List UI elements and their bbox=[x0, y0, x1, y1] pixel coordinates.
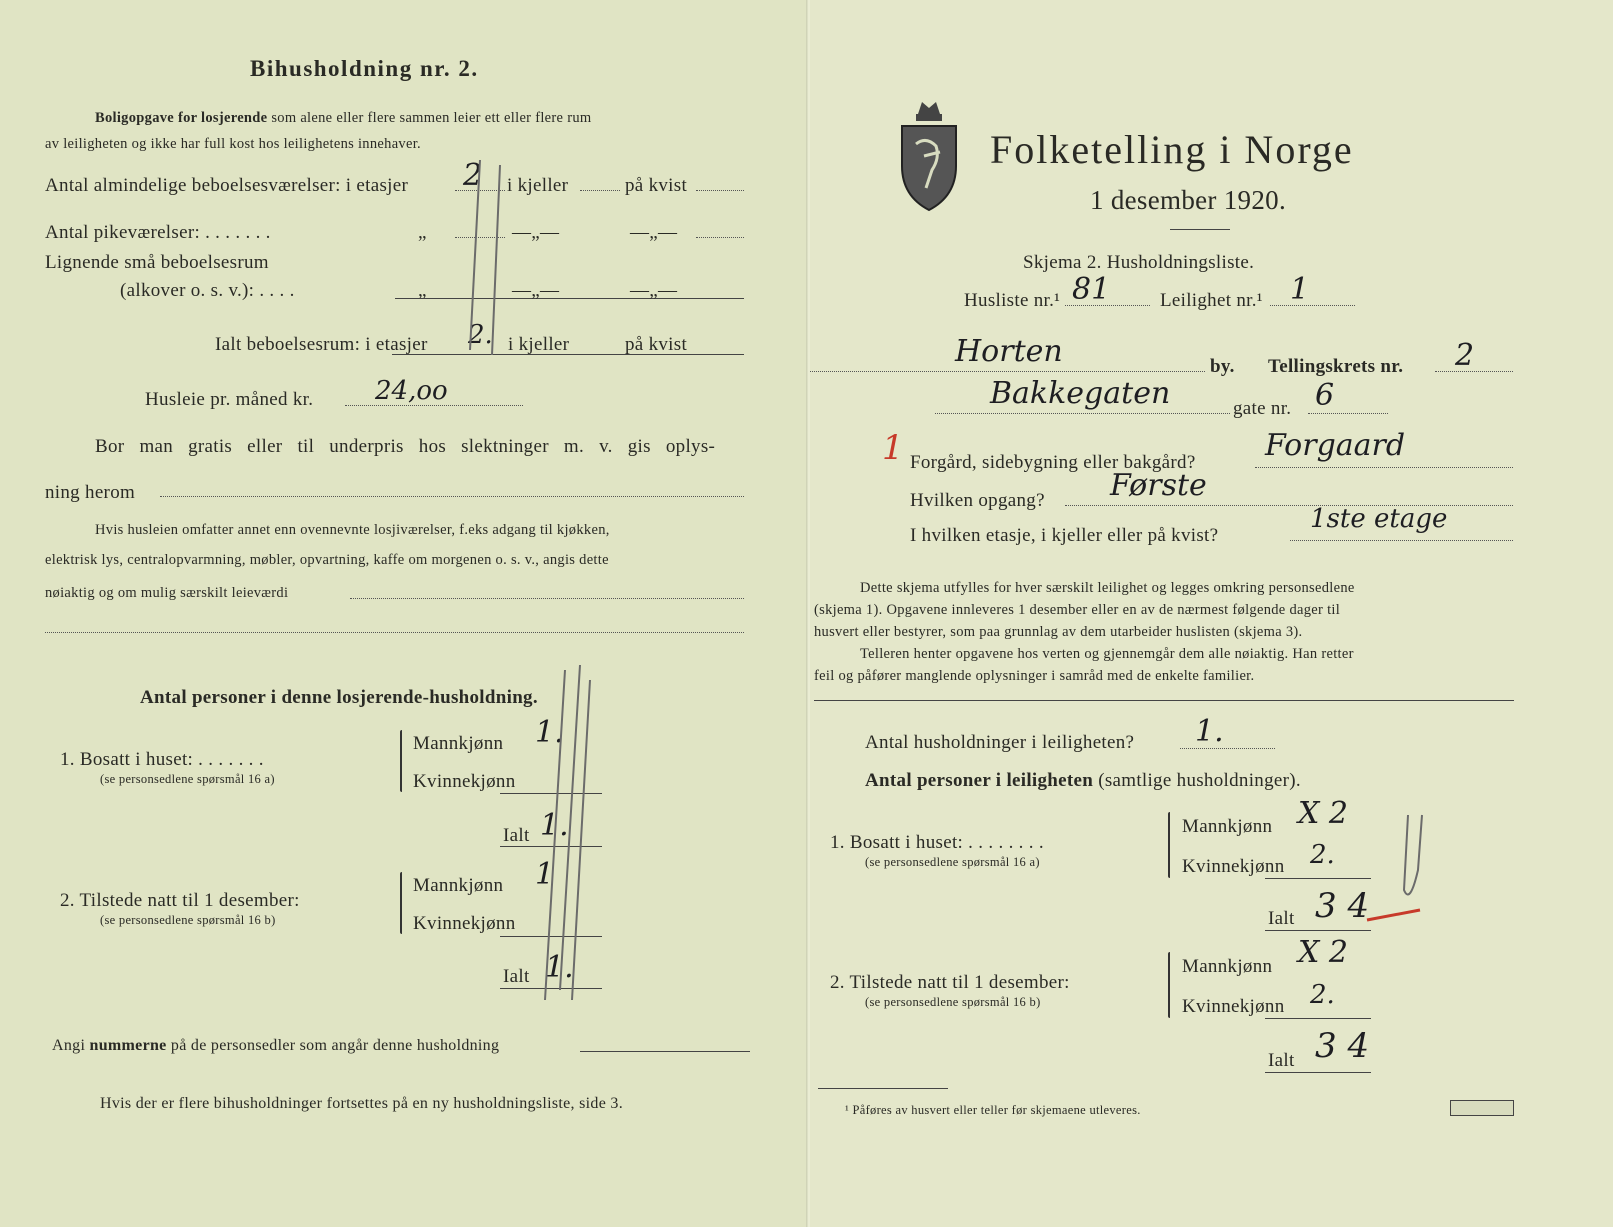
rooms-value: 2 bbox=[463, 158, 483, 193]
pencil-tally-mark bbox=[520, 660, 610, 1010]
q1-ialt-value-right: 3 4 bbox=[1315, 886, 1370, 926]
q1-sub-right: (se personsedlene spørsmål 16 a) bbox=[865, 855, 1040, 869]
q2-label-right: 2. Tilstede natt til 1 desember: bbox=[830, 972, 1070, 993]
red-pencil-mark bbox=[1365, 905, 1425, 925]
kvinne-label: Kvinnekjønn bbox=[413, 771, 516, 792]
hvis-text: Hvis husleien omfatter annet enn ovennevnte losjiværelser, f.eks adgang til kjøkken, bbox=[95, 522, 610, 538]
kvist-label: på kvist bbox=[625, 175, 688, 196]
q1-label-right: 1. Bosatt i huset: . . . . . . . . bbox=[830, 832, 1044, 853]
ditto-mark: —„— bbox=[512, 222, 560, 243]
lignende-label: Lignende små beboelsesrum bbox=[45, 252, 269, 273]
pencil-check-mark bbox=[1400, 810, 1430, 910]
q2-mann-value: 1 bbox=[535, 857, 555, 892]
ialt-rooms-label: Ialt beboelsesrum: i etasjer bbox=[215, 334, 428, 355]
pencil-tally-mark bbox=[440, 150, 540, 360]
norway-coat-of-arms-icon bbox=[896, 96, 962, 216]
ialt-label: Ialt bbox=[1268, 1050, 1295, 1071]
q2-kvinne-value-right: 2. bbox=[1310, 980, 1335, 1010]
intro-text-line2: av leiligheten og ikke har full kost hos leilighetens innehaver. bbox=[45, 136, 421, 152]
form-date: 1 desember 1920. bbox=[1090, 185, 1287, 215]
husleie-label: Husleie pr. måned kr. bbox=[145, 389, 314, 410]
hush-label: Antal husholdninger i leiligheten? bbox=[865, 732, 1135, 753]
q2-label: 2. Tilstede natt til 1 desember: bbox=[60, 890, 300, 911]
ditto-mark: „ bbox=[418, 222, 427, 243]
leilighet-value: 1 bbox=[1290, 272, 1310, 307]
krets-value: 2 bbox=[1455, 338, 1475, 373]
schema-label: Skjema 2. Husholdningsliste. bbox=[1023, 252, 1255, 273]
kvinne-label: Kvinnekjønn bbox=[1182, 996, 1285, 1017]
hush-value: 1. bbox=[1195, 714, 1224, 749]
hvis-text-line3: nøiaktig og om mulig særskilt leieværdi bbox=[45, 585, 289, 601]
ditto-mark: —„— bbox=[512, 280, 560, 301]
instructions-line3: husvert eller bestyrer, som paa grunnlag av dem utarbeider huslisten (skjema 3). bbox=[814, 624, 1303, 640]
q2-ialt-value: 1. bbox=[545, 950, 574, 985]
gate-nr-value: 6 bbox=[1315, 378, 1335, 413]
instructions-line5: feil og påfører manglende oplysninger i samråd med de enkelte familier. bbox=[814, 668, 1255, 684]
krets-label: Tellingskrets nr. bbox=[1268, 356, 1404, 377]
ditto-mark: —„— bbox=[630, 280, 678, 301]
husliste-value: 81 bbox=[1072, 272, 1111, 307]
q2-mann-value-right: X 2 bbox=[1298, 935, 1348, 970]
bor-text-line2: ning herom bbox=[45, 482, 136, 503]
instructions-line4: Telleren henter opgavene hos verten og gjennemgår dem alle nøiaktig. Han retter bbox=[860, 646, 1354, 662]
q2-sub: (se personsedlene spørsmål 16 b) bbox=[100, 913, 276, 927]
gate-label: gate nr. bbox=[1233, 398, 1292, 419]
pike-label: Antal pikeværelser: . . . . . . . bbox=[45, 222, 271, 243]
hvis-text-line2: elektrisk lys, centralopvarmning, møbler, opvartning, kaffe om morgenen o. s. v., angis dette bbox=[45, 552, 609, 568]
kjeller-label: i kjeller bbox=[508, 334, 570, 355]
instructions: Dette skjema utfylles for hver særskilt leilighet og legges omkring personsedlene bbox=[860, 580, 1355, 596]
left-title: Bihusholdning nr. 2. bbox=[250, 56, 479, 81]
form-title: Folketelling i Norge bbox=[990, 127, 1354, 172]
ialt-label: Ialt bbox=[503, 825, 530, 846]
forgard-label: Forgård, sidebygning eller bakgård? bbox=[910, 452, 1196, 473]
mann-label: Mannkjønn bbox=[413, 875, 504, 896]
ialt-label: Ialt bbox=[503, 966, 530, 987]
kvist-label: på kvist bbox=[625, 334, 688, 355]
etasje-label: I hvilken etasje, i kjeller eller på kvist? bbox=[910, 525, 1219, 546]
left-footer: Hvis der er flere bihusholdninger fortsettes på en ny husholdningsliste, side 3. bbox=[100, 1095, 624, 1112]
q1-sub: (se personsedlene spørsmål 16 a) bbox=[100, 772, 275, 786]
right-page bbox=[810, 0, 1613, 1227]
instructions-line2: (skjema 1). Opgavene innleveres 1 desember eller en av de nærmest følgende dager til bbox=[814, 602, 1341, 618]
bor-text: Bor man gratis eller til underpris hos slektninger m. v. gis oplys- bbox=[95, 436, 716, 457]
by-label: by. bbox=[1210, 356, 1235, 377]
q1-mann-value: 1. bbox=[535, 715, 564, 750]
gate-value: Bakkegaten bbox=[990, 376, 1171, 411]
red-pencil-mark: 1 bbox=[882, 428, 904, 468]
opgang-label: Hvilken opgang? bbox=[910, 490, 1045, 511]
q1-label: 1. Bosatt i huset: . . . . . . . bbox=[60, 749, 264, 770]
alkover-label: (alkover o. s. v.): . . . . bbox=[120, 280, 295, 301]
kvinne-label: Kvinnekjønn bbox=[413, 913, 516, 934]
angi-text: Angi nummerne på de personsedler som angår denne husholdning bbox=[52, 1037, 500, 1054]
ialt-rooms-value: 2. bbox=[468, 320, 493, 350]
forgard-value: Forgaard bbox=[1265, 428, 1406, 463]
husleie-value: 24,oo bbox=[375, 376, 448, 406]
ialt-label: Ialt bbox=[1268, 908, 1295, 929]
footnote: ¹ Påføres av husvert eller teller før skjemaene utleveres. bbox=[845, 1103, 1141, 1117]
kvinne-label: Kvinnekjønn bbox=[1182, 856, 1285, 877]
q1-kvinne-value-right: 2. bbox=[1310, 840, 1335, 870]
husliste-label: Husliste nr.¹ bbox=[964, 290, 1061, 311]
persons-heading: Antal personer i denne losjerende-husholdning. bbox=[140, 687, 538, 708]
q1-mann-value-right: X 2 bbox=[1298, 796, 1348, 831]
kjeller-label: i kjeller bbox=[507, 175, 569, 196]
persons-heading-right: Antal personer i leiligheten (samtlige husholdninger). bbox=[865, 770, 1301, 791]
q1-ialt-value: 1. bbox=[540, 808, 569, 843]
intro-text: Boligopgave for losjerende som alene eller flere sammen leier ett eller flere rum bbox=[95, 110, 592, 126]
opgang-value: Første bbox=[1110, 468, 1207, 503]
rooms-label: Antal almindelige beboelsesværelser: i etasjer bbox=[45, 175, 409, 196]
ditto-mark: —„— bbox=[630, 222, 678, 243]
city-value: Horten bbox=[955, 334, 1063, 369]
etasje-value: 1ste etage bbox=[1310, 504, 1448, 534]
ditto-mark: „ bbox=[418, 280, 427, 301]
q2-ialt-value-right: 3 4 bbox=[1315, 1026, 1370, 1066]
printer-stamp bbox=[1450, 1100, 1514, 1116]
mann-label: Mannkjønn bbox=[413, 733, 504, 754]
q2-sub-right: (se personsedlene spørsmål 16 b) bbox=[865, 995, 1041, 1009]
leilighet-label: Leilighet nr.¹ bbox=[1160, 290, 1263, 311]
mann-label: Mannkjønn bbox=[1182, 816, 1273, 837]
mann-label: Mannkjønn bbox=[1182, 956, 1273, 977]
